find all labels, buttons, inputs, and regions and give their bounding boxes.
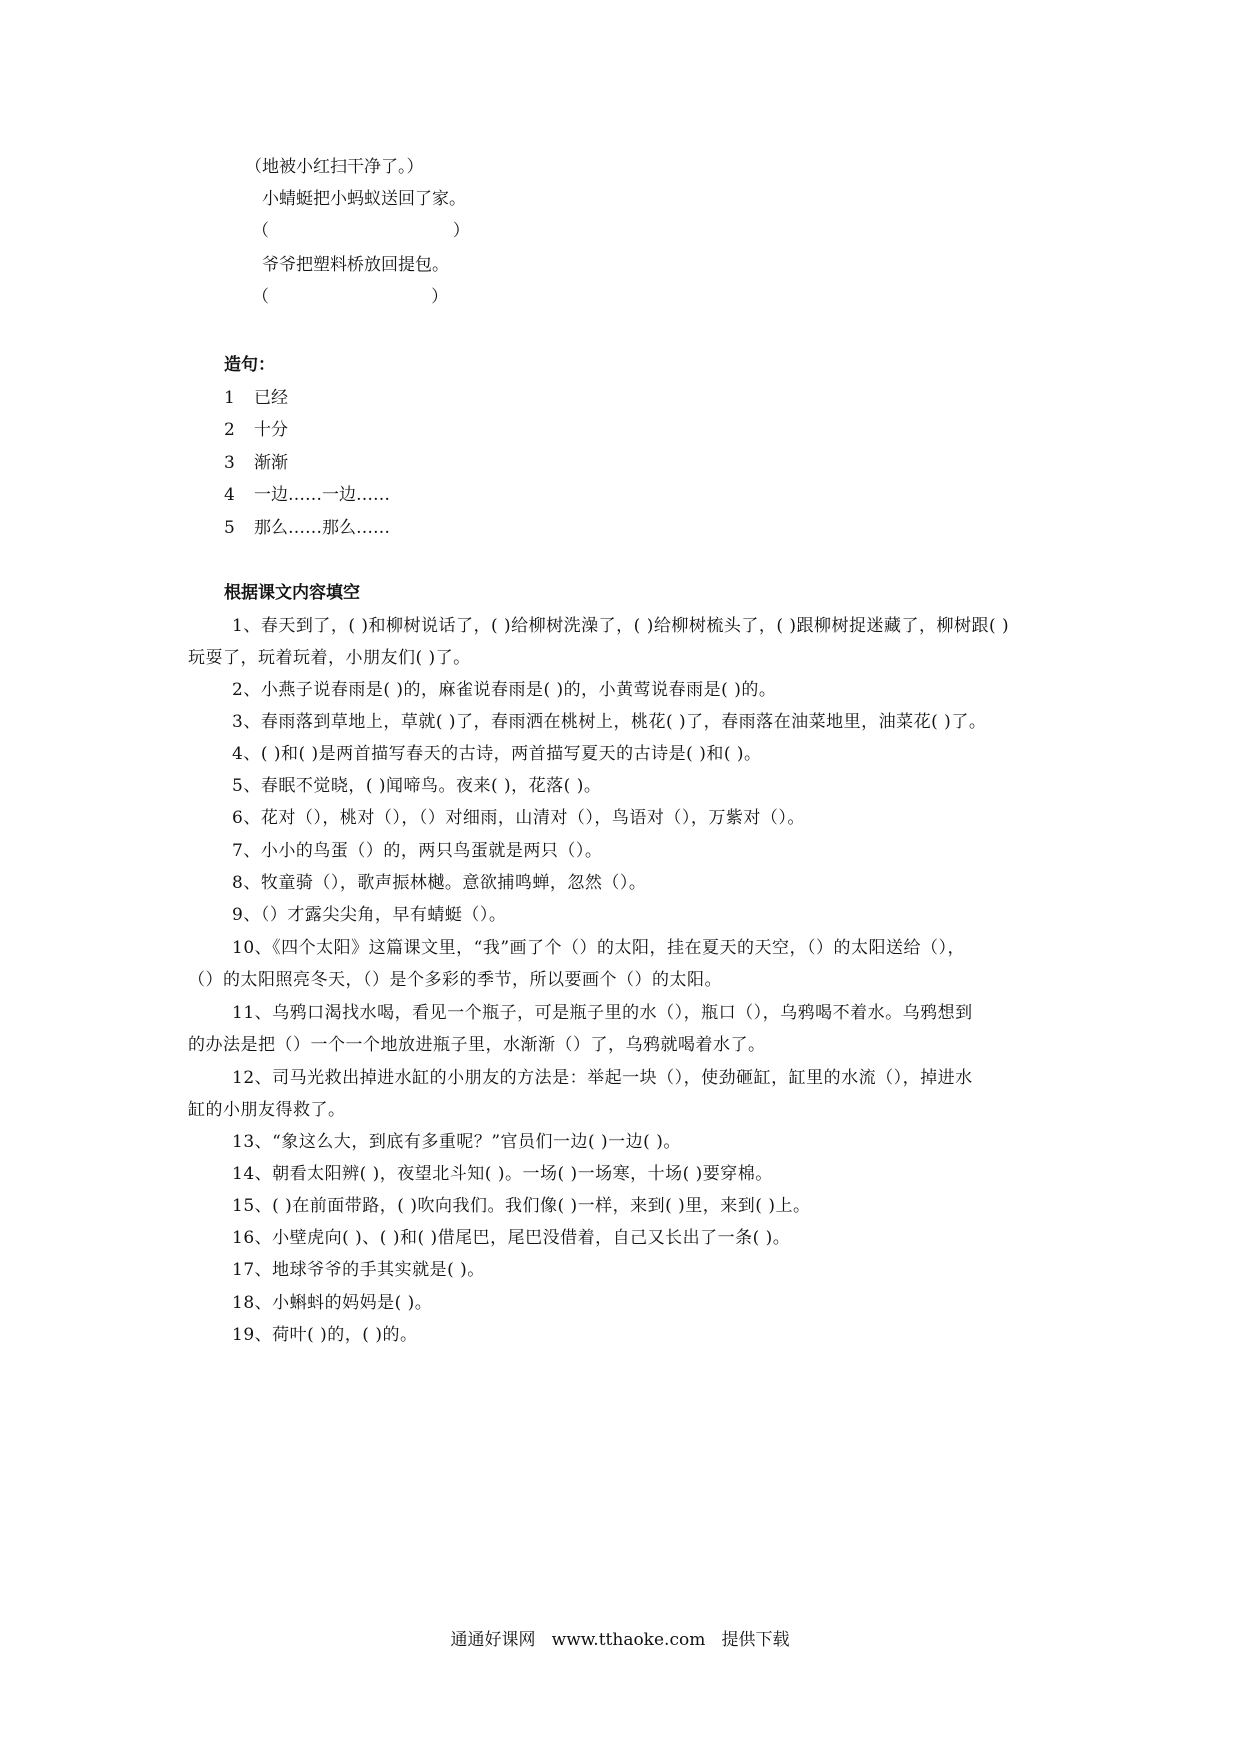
fill-question-5: 5、春眠不觉晓，( )闻啼鸟。夜来( )，花落( )。 xyxy=(232,776,602,796)
rewrite-example: （地被小红扫干净了。） xyxy=(245,157,424,177)
fill-question-11-cont: 的办法是把（）一个一个地放进瓶子里，水渐渐（）了，乌鸦就喝着水了。 xyxy=(188,1035,766,1055)
fill-question-6: 6、花对（），桃对（），（）对细雨，山清对（），鸟语对（），万紫对（）。 xyxy=(232,808,805,828)
fill-question-14: 14、朝看太阳辨( )，夜望北斗知( )。一场( )一场寒，十场( )要穿棉。 xyxy=(232,1164,773,1184)
sentence-item xyxy=(224,513,390,538)
fill-question-3: 3、春雨落到草地上，草就( )了，春雨洒在桃树上，桃花( )了，春雨落在油菜地里，油菜花( )了。 xyxy=(232,712,987,732)
sentence-item xyxy=(224,415,288,440)
fill-question-19: 19、荷叶( )的，( )的。 xyxy=(232,1325,418,1345)
fill-question-12: 12、司马光救出掉进水缸的小朋友的方法是：举起一块（），使劲砸缸，缸里的水流（），掉进水 xyxy=(232,1068,973,1088)
rewrite-question-2: 爷爷把塑料桥放回提包。 xyxy=(262,255,449,275)
sentence-item xyxy=(224,480,390,505)
sentence-word: 一边……一边…… xyxy=(254,485,390,505)
fill-question-13: 13、“象这么大，到底有多重呢？”官员们一边( )一边( )。 xyxy=(232,1132,681,1152)
sentence-word: 渐渐 xyxy=(254,453,288,473)
fill-question-15: 15、( )在前面带路，( )吹向我们。我们像( )一样，来到( )里，来到( )上。 xyxy=(232,1196,811,1216)
sentence-item xyxy=(224,383,288,408)
fill-question-4: 4、( )和( )是两首描写春天的古诗，两首描写夏天的古诗是( )和( )。 xyxy=(232,744,762,764)
fill-question-8: 8、牧童骑（），歌声振林樾。意欲捕鸣蝉，忽然（）。 xyxy=(232,873,647,893)
fill-question-11: 11、乌鸦口渴找水喝，看见一个瓶子，可是瓶子里的水（），瓶口（），乌鸦喝不着水。乌鸦想到 xyxy=(232,1003,973,1023)
fill-question-1-cont: 玩耍了，玩着玩着，小朋友们( )了。 xyxy=(188,648,471,668)
fill-question-1: 1、春天到了，( )和柳树说话了，( )给柳树洗澡了，( )给柳树梳头了，( )跟柳树捉迷藏了，柳树跟( ) xyxy=(232,616,1010,636)
fill-question-16: 16、小壁虎向( )、( )和( )借尾巴，尾巴没借着，自己又长出了一条( )。 xyxy=(232,1228,791,1248)
sentence-number: 3 xyxy=(224,453,235,473)
section-heading-sentences: 造句： xyxy=(224,355,275,375)
fill-question-17: 17、地球爷爷的手其实就是( )。 xyxy=(232,1260,485,1280)
fill-question-10-cont: （）的太阳照亮冬天，（）是个多彩的季节，所以要画个（）的太阳。 xyxy=(188,970,722,990)
sentence-word: 那么……那么…… xyxy=(254,518,390,538)
fill-question-18: 18、小蝌蚪的妈妈是( )。 xyxy=(232,1293,433,1313)
sentence-number: 1 xyxy=(224,388,235,408)
section-heading-fill-in: 根据课文内容填空 xyxy=(224,583,360,603)
fill-question-9: 9、（）才露尖尖角，早有蜻蜓（）。 xyxy=(232,905,507,925)
fill-question-10: 10、《四个太阳》这篇课文里，“我”画了个（）的太阳，挂在夏天的天空，（）的太阳送给（）， xyxy=(232,938,966,958)
fill-question-2: 2、小燕子说春雨是( )的，麻雀说春雨是( )的，小黄莺说春雨是( )的。 xyxy=(232,680,777,700)
page-footer: 通通好课网 www.tthaoke.com 提供下载 xyxy=(450,1630,790,1650)
rewrite-question-1: 小蜻蜓把小蚂蚁送回了家。 xyxy=(262,189,466,209)
rewrite-answer-blank-1: （ ） xyxy=(252,221,470,241)
rewrite-answer-blank-2: （ ） xyxy=(252,287,449,307)
sentence-word: 十分 xyxy=(254,420,288,440)
sentence-word: 已经 xyxy=(254,388,288,408)
sentence-number: 5 xyxy=(224,518,235,538)
fill-question-7: 7、小小的鸟蛋（）的，两只鸟蛋就是两只（）。 xyxy=(232,841,603,861)
fill-question-12-cont: 缸的小朋友得救了。 xyxy=(188,1100,346,1120)
sentence-number: 2 xyxy=(224,420,235,440)
sentence-number: 4 xyxy=(224,485,235,505)
sentence-item xyxy=(224,448,288,473)
